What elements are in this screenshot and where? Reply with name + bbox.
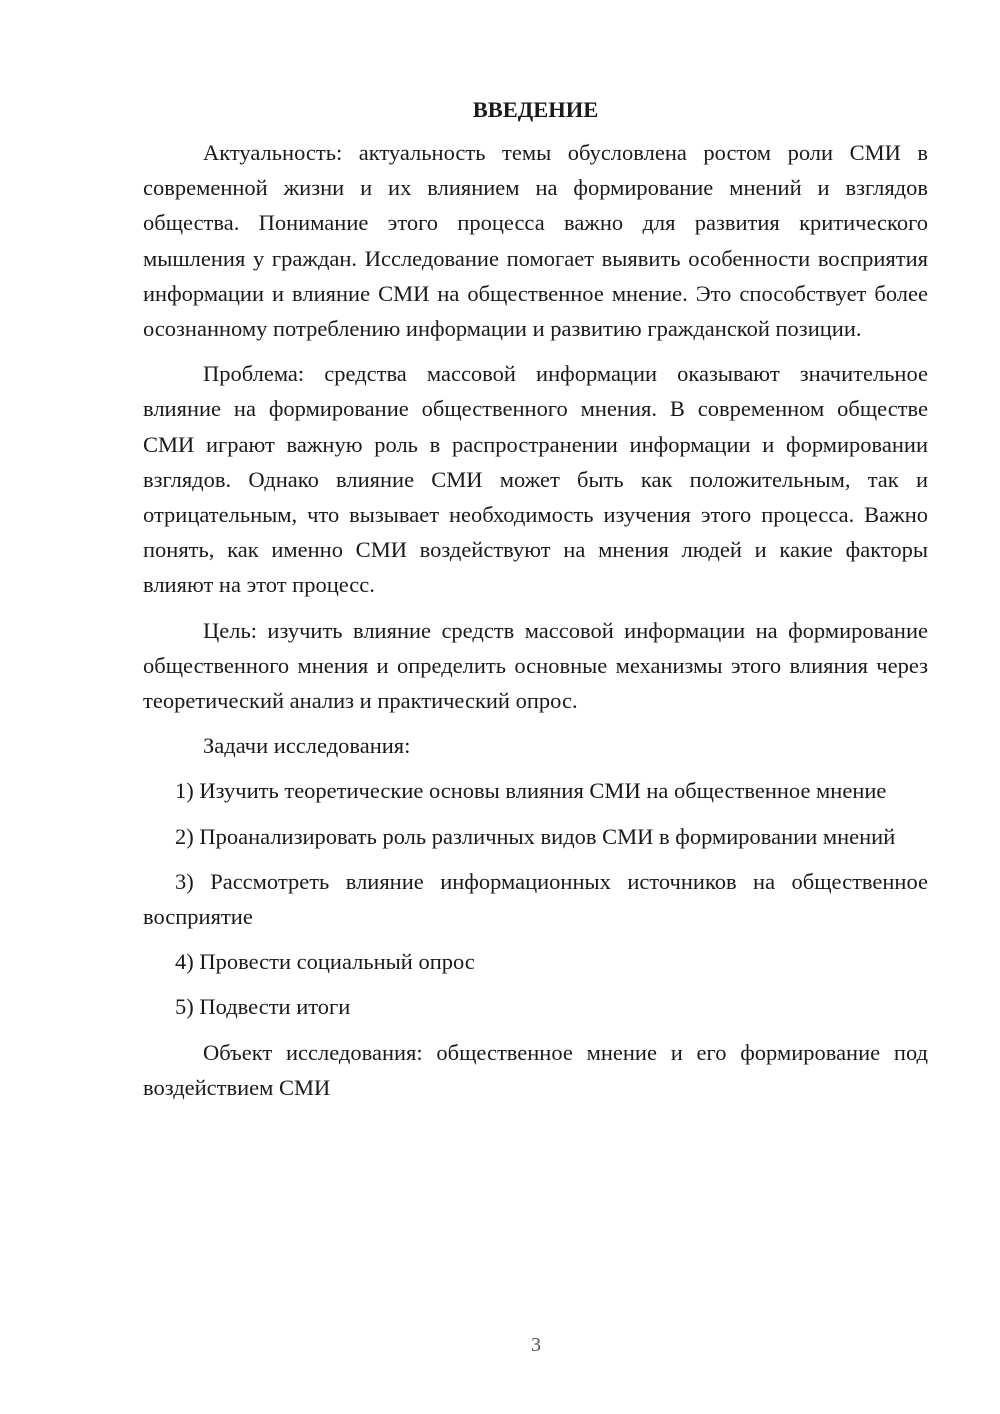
task-item-3: 3) Рассмотреть влияние информационных источников на общественное восприятие xyxy=(143,868,928,930)
paragraph-goal: Цель: изучить влияние средств массовой информации на формирование общественного мнения и определить основные механизмы этого влияния через теоретический анализ и практический опрос. xyxy=(143,617,928,714)
section-title: ВВЕДЕНИЕ xyxy=(472,97,599,122)
page-number: 3 xyxy=(531,1334,541,1356)
page-content xyxy=(143,92,928,1115)
task-item-1: 1) Изучить теоретические основы влияния СМИ на общественное мнение xyxy=(175,778,887,804)
task-item-5: 5) Подвести итоги xyxy=(175,994,351,1020)
tasks-heading: Задачи исследования: xyxy=(203,733,411,759)
paragraph-problem: Проблема: средства массовой информации оказывают значительное влияние на формирование общественного мнения. В современном обществе СМИ играют важную роль в распространении информации и формировании взглядов. Однако влияние СМИ может быть как положительным, так и отрицательным, что вызывает необходимость изучения этого процесса. Важно понять, как именно СМИ воздействуют на мнения людей и какие факторы влияют на этот процесс. xyxy=(143,361,928,598)
task-item-2: 2) Проанализировать роль различных видов СМИ в формировании мнений xyxy=(175,823,896,849)
paragraph-relevance: Актуальность: актуальность темы обусловлена ростом роли СМИ в современной жизни и их влиянием на формирование мнений и взглядов общества. Понимание этого процесса важно для развития критического мышления у граждан. Исследование помогает выявить особенности восприятия информации и влияние СМИ на общественное мнение. Это способствует более осознанному потреблению информации и развитию гражданской позиции. xyxy=(143,140,928,342)
paragraph-object: Объект исследования: общественное мнение и его формирование под воздействием СМИ xyxy=(143,1039,928,1100)
task-item-4: 4) Провести социальный опрос xyxy=(175,949,475,975)
